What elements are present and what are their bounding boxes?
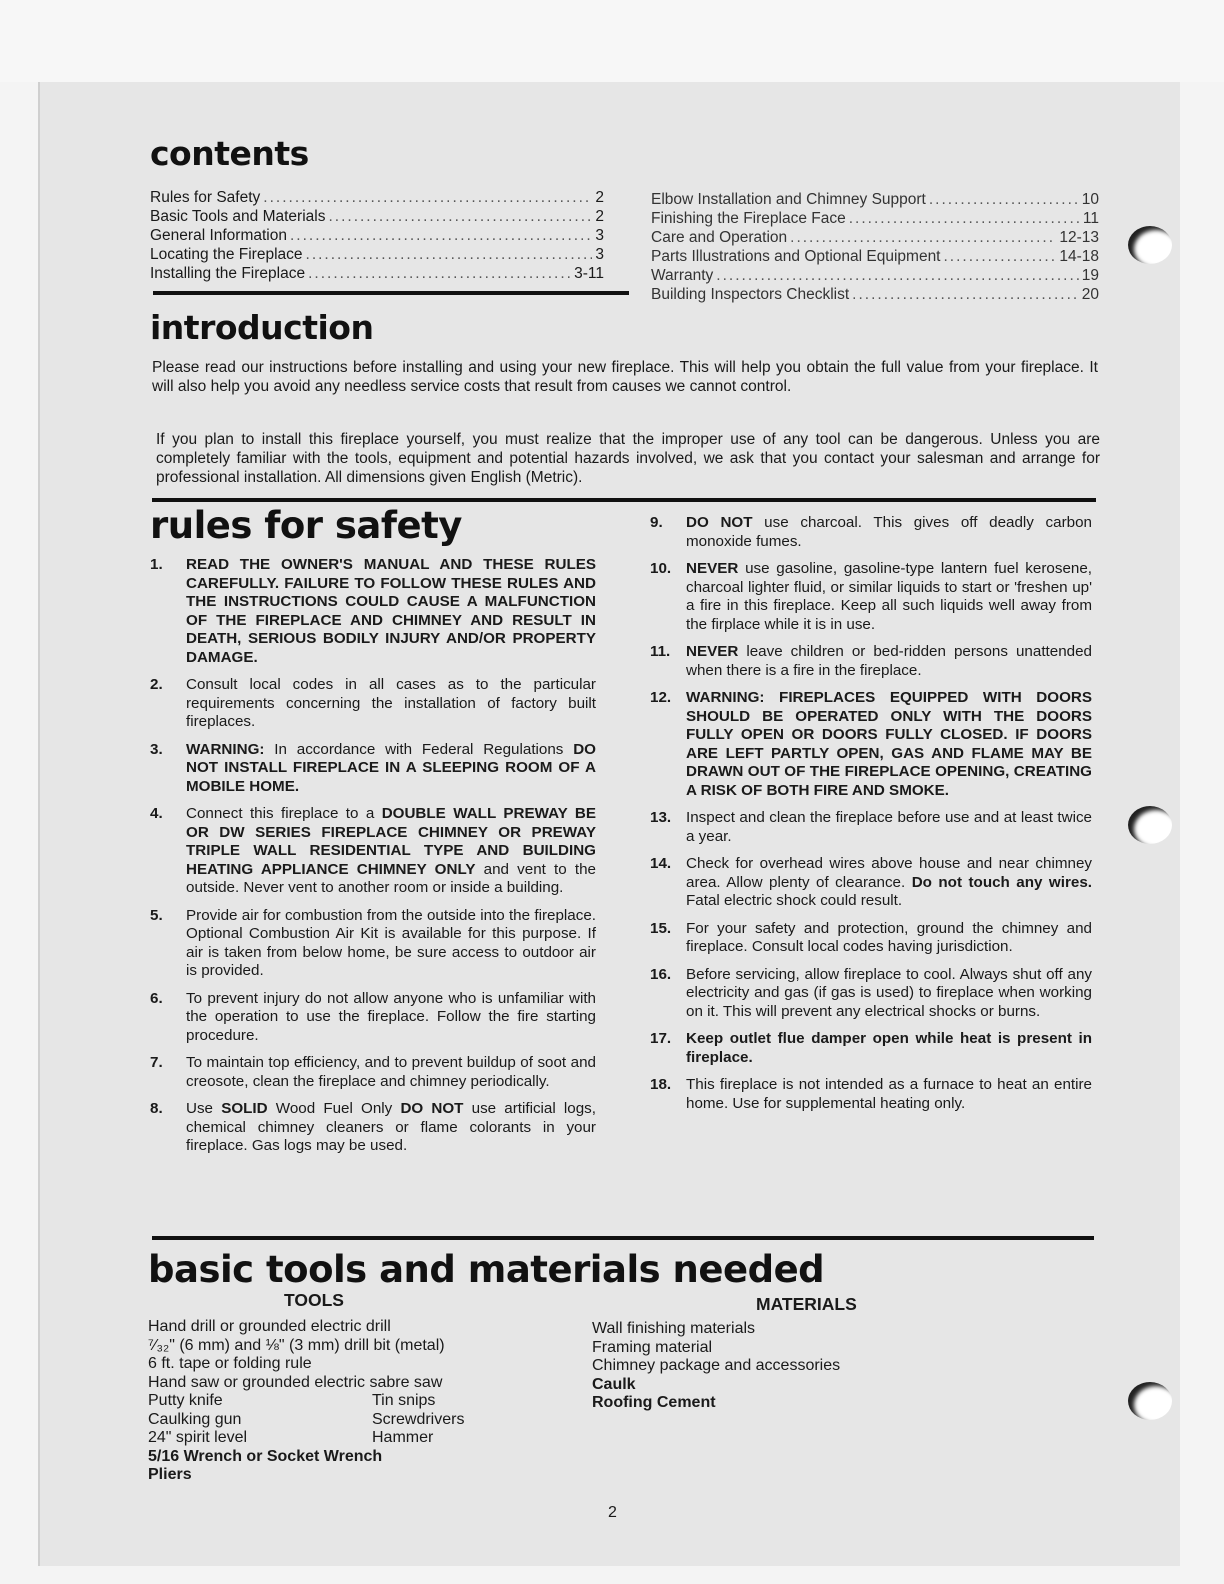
material-item: Wall finishing materials [592, 1320, 756, 1337]
page-number: 2 [608, 1504, 617, 1521]
toc-entry[interactable]: Building Inspectors Checklist ..... 20 [651, 285, 1099, 304]
material-item: Caulk [592, 1375, 636, 1393]
tool-item: Hand drill or grounded electric drill [148, 1318, 391, 1335]
tool-item: Hand saw or grounded electric sabre saw [148, 1373, 443, 1391]
toc-right [651, 190, 1099, 304]
toc-entry[interactable]: Basic Tools and Materials ..... 2 [150, 207, 604, 226]
toc-entry[interactable]: Rules for Safety ..... 2 [150, 188, 604, 207]
toc-entry[interactable]: Care and Operation ..... 12-13 [651, 228, 1099, 247]
tool-item: 6 ft. tape or folding rule [148, 1355, 312, 1372]
materials-label: MATERIALS [756, 1294, 857, 1314]
tool-item: ⁷⁄₃₂" (6 mm) and ⅛" (3 mm) drill bit (metal) [148, 1336, 445, 1354]
material-item: Framing material [592, 1338, 713, 1356]
tool-item: Hammer [372, 1429, 434, 1446]
intro-paragraph-2: If you plan to install this fireplace yourself, you must realize that the improper use of any tool can be dangerous. Unless you are completely familiar with the tools, equipment and potential hazards involved, we ask that you contact your salesman and arrange for professional installation. All dimensions given English (Metric). [156, 431, 1100, 486]
safety-heading: rules for safety [150, 504, 462, 547]
material-item: Chimney package and accessories [592, 1357, 841, 1374]
tool-item: Putty knife [148, 1392, 223, 1409]
safety-rule: 18. This fireplace is not intended as a furnace to heat an entire home. Use for supplemental heating only. [650, 1076, 1092, 1112]
safety-rules-left [150, 556, 596, 1165]
toc-entry[interactable]: Elbow Installation and Chimney Support ..... 10 [651, 190, 1099, 209]
tool-item: Pliers [148, 1466, 192, 1483]
introduction-heading: introduction [150, 308, 374, 347]
material-item: Roofing Cement [592, 1394, 716, 1411]
tools-heading: basic tools and materials needed [148, 1248, 825, 1291]
safety-rules-right [650, 514, 1092, 1122]
tool-item: 5/16 Wrench or Socket Wrench [148, 1447, 383, 1465]
binder-hole-icon [1128, 806, 1172, 844]
safety-rule: 11. NEVER leave children or bed-ridden persons unattended when there is a fire in the fireplace. [650, 643, 1092, 679]
binder-hole-icon [1128, 226, 1172, 264]
safety-rule: 13. Inspect and clean the fireplace before use and at least twice a year. [650, 809, 1092, 845]
safety-rule: 16. Before servicing, allow fireplace to cool. Always shut off any electricity and gas (if gas is used) to fireplace when working on it. This will prevent any electrical shocks or burns. [650, 965, 1092, 1020]
binder-hole-icon [1128, 1382, 1172, 1420]
safety-rule: 4. Connect this fireplace to a DOUBLE WALL PREWAY BE OR DW SERIES FIREPLACE CHIMNEY OR PREWAY TRIPLE WALL RESIDENTIAL TYPE AND BUILDING HEATING APPLIANCE CHIMNEY ONLY and vent to the outside. Never vent to another room or inside a building. [150, 805, 596, 896]
toc-entry[interactable]: Warranty ..... 19 [651, 266, 1099, 285]
safety-rule: 6. To prevent injury do not allow anyone who is unfamiliar with the operation to use the fireplace. Follow the fire starting procedure. [150, 989, 596, 1044]
safety-rule: 14. Check for overhead wires above house and near chimney area. Allow plenty of clearance. Do not touch any wires. Fatal electric shock could result. [650, 855, 1092, 909]
safety-rule: 5. Provide air for combustion from the outside into the fireplace. Optional Combustion Air Kit is available for this purpose. If air is taken from below home, be sure access to outdoor air is provided. [150, 906, 596, 979]
safety-rule: 2. Consult local codes in all cases as to the particular requirements concerning the installation of factory built fireplaces. [150, 676, 596, 730]
tool-item: Tin snips [372, 1392, 436, 1409]
toc-entry[interactable]: Finishing the Fireplace Face ..... 11 [651, 209, 1099, 228]
tools-list [148, 1318, 568, 1485]
section-divider [153, 291, 629, 295]
safety-rule: 9. DO NOT use charcoal. This gives off deadly carbon monoxide fumes. [650, 514, 1092, 550]
safety-rule: 10. NEVER use gasoline, gasoline-type lantern fuel kerosene, charcoal lighter fluid, or similar liquids to start or 'freshen up' a fire in this fireplace. Keep all such liquids well away from the firplace while it is in use. [650, 560, 1092, 633]
safety-rule: 3. WARNING: In accordance with Federal Regulations DO NOT INSTALL FIREPLACE IN A SLEEPING ROOM OF A MOBILE HOME. [150, 740, 596, 795]
toc-entry[interactable]: Parts Illustrations and Optional Equipment ..... 14-18 [651, 247, 1099, 266]
toc-left [150, 188, 604, 283]
tool-item: 24" spirit level [148, 1429, 248, 1446]
safety-rule: 7. To maintain top efficiency, and to prevent buildup of soot and creosote, clean the fireplace and chimney periodically. [150, 1054, 596, 1090]
toc-entry[interactable]: Installing the Fireplace ..... 3-11 [150, 264, 604, 283]
safety-rule: 1. READ THE OWNER'S MANUAL AND THESE RULES CAREFULLY. FAILURE TO FOLLOW THESE RULES AND THE INSTRUCTIONS COULD CAUSE A MALFUNCTION OF THE FIREPLACE AND CHIMNEY AND RESULT IN DEATH, SERIOUS BODILY INJURY AND/OR PROPERTY DAMAGE. [150, 556, 596, 666]
toc-entry[interactable]: Locating the Fireplace ..... 3 [150, 245, 604, 264]
intro-paragraph-1: Please read our instructions before installing and using your new fireplace. This will help you obtain the full value from your fireplace. It will also help you avoid any needless service costs that result from causes we cannot control. [152, 359, 1098, 395]
contents-heading: contents [150, 134, 309, 173]
safety-rule: 8. Use SOLID Wood Fuel Only DO NOT use artificial logs, chemical chimney cleaners or flame colorants in your fireplace. Gas logs may be used. [150, 1100, 596, 1154]
toc-entry[interactable]: General Information ..... 3 [150, 226, 604, 245]
materials-list [592, 1320, 952, 1413]
scan-top-margin [0, 0, 1224, 82]
tool-item: Caulking gun [148, 1410, 242, 1428]
safety-rule: 17. Keep outlet flue damper open while heat is present in fireplace. [650, 1030, 1092, 1066]
section-divider [152, 498, 1096, 502]
tool-item: Screwdrivers [372, 1410, 465, 1428]
safety-rule: 15. For your safety and protection, ground the chimney and fireplace. Consult local codes having jurisdiction. [650, 919, 1092, 955]
tools-label: TOOLS [284, 1290, 344, 1310]
section-divider [152, 1236, 1094, 1240]
safety-rule: 12. WARNING: FIREPLACES EQUIPPED WITH DOORS SHOULD BE OPERATED ONLY WITH THE DOORS FULLY OPEN OR DOORS FULLY CLOSED. IF DOORS ARE LEFT PARTLY OPEN, GAS AND FLAME MAY BE DRAWN OUT OF THE FIREPLACE OPENING, CREATING A RISK OF BOTH FIRE AND SMOKE. [650, 689, 1092, 799]
